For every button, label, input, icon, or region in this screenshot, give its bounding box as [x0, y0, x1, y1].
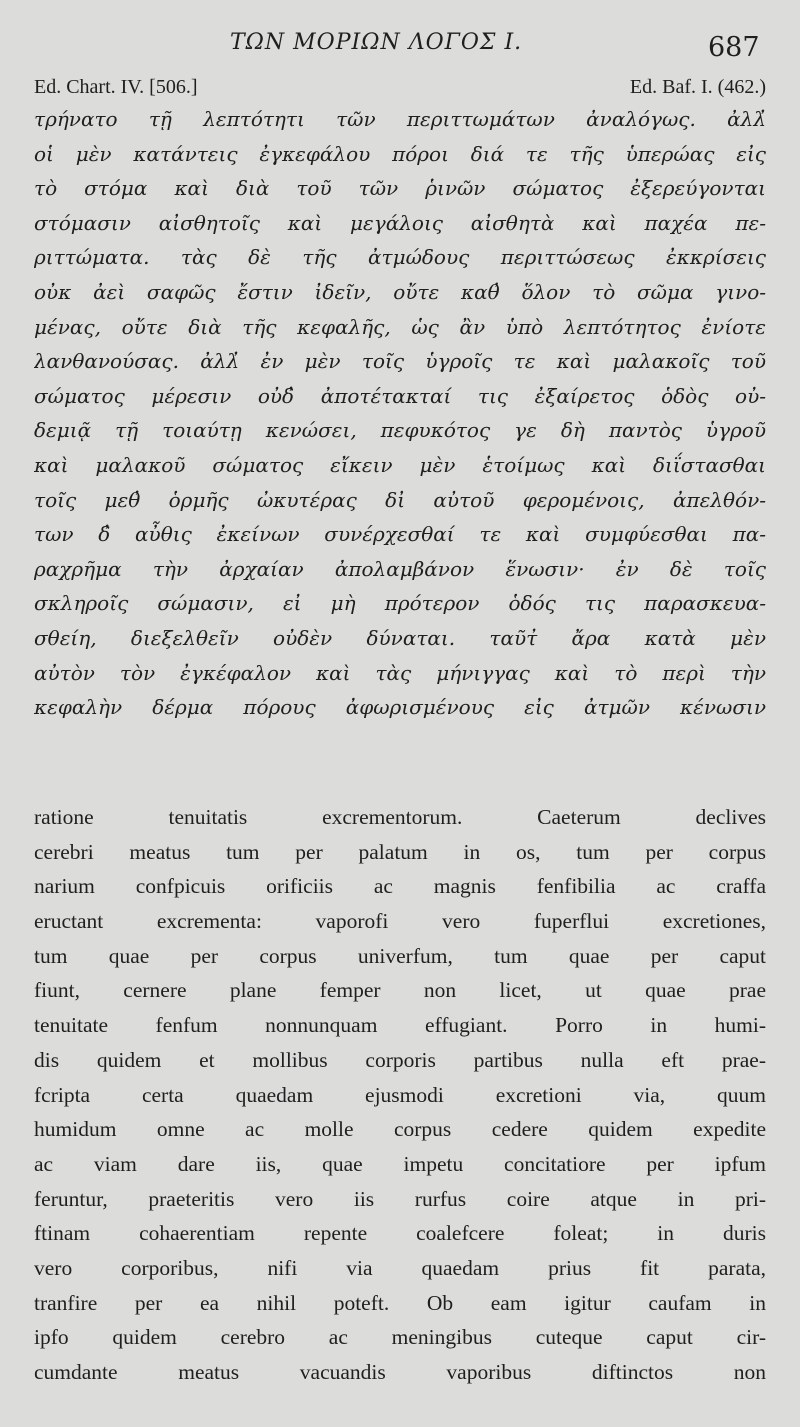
greek-line: τὸ στόμα καὶ διὰ τοῦ τῶν ῥινῶν σώματος ἐξερεύγονται	[34, 176, 766, 201]
greek-line: μένας, οὔτε διὰ τῆς κεφαλῆς, ὡς ἂν ὑπὸ λεπτότητος ἐνίοτε	[34, 314, 766, 339]
greek-line: των δ̓ αὖθις ἐκείνων συνέρχεσθαί τε καὶ συμφύεσθαι πα-	[34, 522, 766, 547]
greek-line: δεμιᾷ τῇ τοιαύτῃ κενώσει, πεφυκότος γε δὴ παντὸς ὑγροῦ	[34, 418, 766, 443]
latin-line: fcripta certa quaedam ejusmodi excretioni via, quum	[34, 1082, 766, 1107]
latin-line: dis quidem et mollibus corporis partibus nulla eft prae-	[34, 1047, 766, 1072]
latin-line: cumdante meatus vacuandis vaporibus diftinctos non	[34, 1360, 766, 1384]
greek-line: στόμασιν αἰσθητοῖς καὶ μεγάλοις αἰσθητὰ καὶ παχέα πε-	[34, 210, 766, 235]
running-title: ΤΩΝ ΜΟΡΙΩΝ ΛΟΓΟΣ Ι.	[230, 30, 523, 55]
greek-line: καὶ μαλακοῦ σώματος εἴκειν μὲν ἑτοίμως καὶ διΐστασθαι	[34, 452, 766, 477]
page-number: 687	[708, 32, 760, 63]
greek-line: τρήνατο τῇ λεπτότητι τῶν περιττωμάτων ἀναλόγως. ἀλλ̓	[34, 107, 766, 131]
latin-line: ratione tenuitatis excrementorum. Caeterum declives	[34, 805, 766, 829]
latin-line: tenuitate fenfum nonnunquam effugiant. Porro in humi-	[34, 1013, 766, 1038]
greek-line: σθείη, διεξελθεῖν οὐδὲν δύναται. ταῦτ̓ ἄρα κατὰ μὲν	[34, 625, 766, 650]
latin-line: fiunt, cernere plane femper non licet, ut quae prae	[34, 978, 766, 1003]
edition-basel-reference: Ed. Baf. I. (462.)	[629, 76, 766, 98]
latin-line: tranfire per ea nihil poteft. Ob eam igitur caufam in	[34, 1290, 766, 1315]
latin-line: ftinam cohaerentiam repente coalefcere foleat; in duris	[34, 1221, 766, 1246]
latin-line: eructant excrementa: vaporofi vero fuperflui excretiones,	[34, 909, 766, 934]
greek-line: κεφαλὴν δέρμα πόρους ἀφωρισμένους εἰς ἀτμῶν κένωσιν	[34, 695, 766, 720]
running-head	[0, 30, 800, 62]
greek-line: οἱ μὲν κατάντεις ἐγκεφάλου πόροι διά τε τῆς ὑπερώας εἰς	[34, 141, 766, 166]
latin-line: tum quae per corpus univerfum, tum quae per caput	[34, 943, 766, 968]
latin-line: humidum omne ac molle corpus cedere quidem expedite	[34, 1117, 766, 1142]
latin-line: feruntur, praeteritis vero iis rurfus coire atque in pri-	[34, 1186, 766, 1211]
greek-line: οὐκ ἀεὶ σαφῶς ἔστιν ἰδεῖν, οὔτε καθ̓ ὅλον τὸ σῶμα γινο-	[34, 279, 766, 304]
greek-line: ραχρῆμα τὴν ἀρχαίαν ἀπολαμβάνον ἕνωσιν· ἐν δὲ τοῖς	[34, 556, 766, 581]
edition-chartier-reference: Ed. Chart. IV. [506.]	[34, 76, 198, 98]
latin-line: ac viam dare iis, quae impetu concitatiore per ipfum	[34, 1151, 766, 1176]
latin-line: vero corporibus, nifi via quaedam prius fit parata,	[34, 1255, 766, 1280]
greek-text-block	[34, 102, 766, 725]
latin-line: narium confpicuis orificiis ac magnis fenfibilia ac craffa	[34, 874, 766, 899]
latin-line: cerebri meatus tum per palatum in os, tum per corpus	[34, 839, 766, 864]
greek-line: σώματος μέρεσιν οὐδ̓ ἀποτέτακταί τις ἐξαίρετος ὁδὸς οὐ-	[34, 383, 766, 408]
greek-line: τοῖς μεθ̓ ὁρμῆς ὠκυτέρας δἰ αὐτοῦ φερομένοις, ἀπελθόν-	[34, 487, 766, 512]
latin-text-block	[34, 800, 766, 1390]
greek-line: ριττώματα. τὰς δὲ τῆς ἀτμώδους περιττώσεως ἐκκρίσεις	[34, 245, 766, 270]
edition-references	[34, 76, 766, 104]
latin-line: ipfo quidem cerebro ac meningibus cuteque caput cir-	[34, 1325, 766, 1350]
greek-line: λανθανούσας. ἀλλ̓ ἐν μὲν τοῖς ὑγροῖς τε καὶ μαλακοῖς τοῦ	[34, 349, 766, 374]
greek-line: αὐτὸν τὸν ἐγκέφαλον καὶ τὰς μήνιγγας καὶ τὸ περὶ τὴν	[34, 660, 766, 685]
greek-line: σκληροῖς σώμασιν, εἰ μὴ πρότερον ὁδός τις παρασκευα-	[34, 591, 766, 616]
